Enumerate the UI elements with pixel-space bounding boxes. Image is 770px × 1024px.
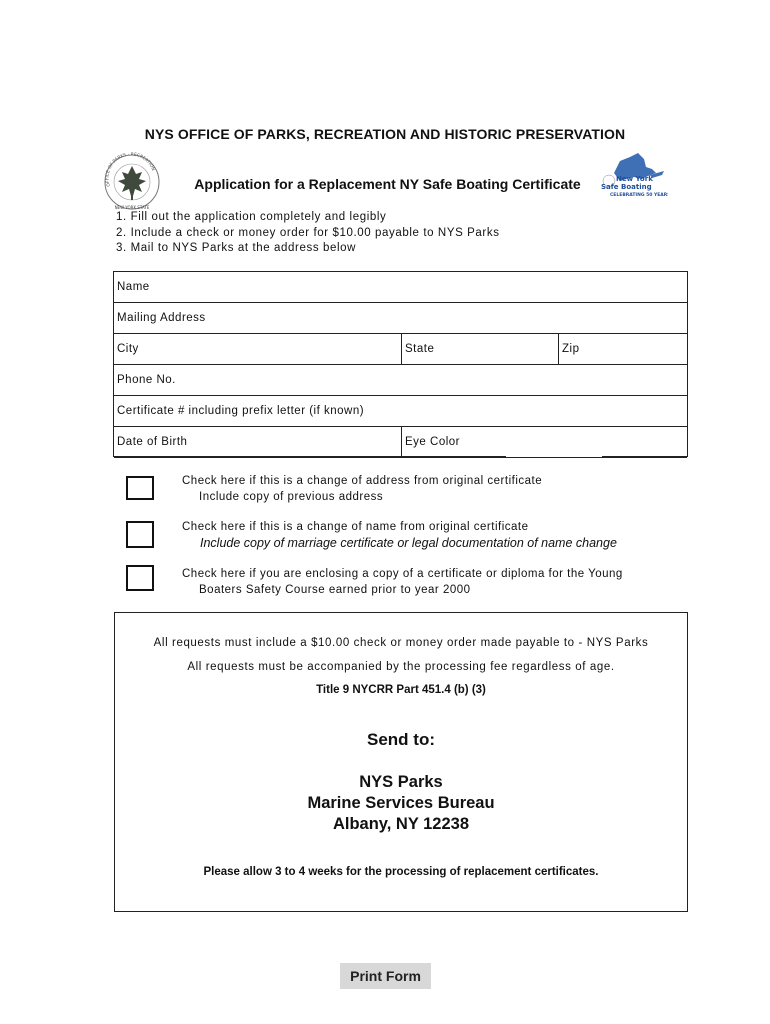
eye-color-label: Eye Color [405,436,460,448]
address-line-3: Albany, NY 12238 [332,815,470,833]
logo-line1: New York [616,175,653,183]
application-form-grid [113,271,688,457]
send-to-heading: Send to: [367,730,435,749]
name-change-checkbox[interactable] [126,521,154,548]
young-boaters-line2: Boaters Safety Course earned prior to year 2000 [199,583,471,596]
print-form-button[interactable]: Print Form [340,963,431,989]
instructions [116,210,500,257]
address-change-line1: Check here if this is a change of address from original certificate [182,475,543,487]
fee-regardless-age: All requests must be accompanied by the processing fee regardless of age. [187,661,615,673]
certificate-row[interactable] [114,396,687,427]
seal-text: OFFICE OF PARKS · RECREATION [105,152,156,187]
name-row[interactable] [114,272,687,303]
certificate-label: Certificate # including prefix letter (if known) [117,405,365,417]
address-line-1: NYS Parks [359,773,443,791]
phone-row[interactable] [114,365,687,396]
state-label: State [405,343,435,355]
zip-label: Zip [562,343,580,355]
seal-bottom-text: NEW YORK STATE [114,205,150,210]
mailing-address-label: Mailing Address [117,312,206,324]
name-change-line2: Include copy of marriage certificate or legal documentation of name change [200,535,617,550]
logo-line2: Safe Boating [601,183,652,191]
ny-safe-boating-logo [600,151,668,199]
name-change-line1: Check here if this is a change of name from original certificate [182,521,529,533]
instruction-2: 2. Include a check or money order for $10.00 payable to NYS Parks [116,226,500,239]
address-change-text [182,474,542,505]
city-field[interactable] [114,334,401,364]
name-label: Name [117,281,150,293]
address-change-checkbox[interactable] [126,476,154,500]
state-field[interactable] [401,334,558,364]
processing-note: Please allow 3 to 4 weeks for the processing of replacement certificates. [203,866,599,878]
young-boaters-line1: Check here if you are enclosing a copy of a certificate or diploma for the Young [182,568,623,580]
scan-gap [506,428,602,457]
instruction-1: 1. Fill out the application completely and legibly [116,211,387,223]
city-state-zip-row [114,334,687,365]
address-line-2: Marine Services Bureau [307,794,495,812]
young-boaters-checkbox[interactable] [126,565,154,591]
regulation-reference: Title 9 NYCRR Part 451.4 (b) (3) [316,684,486,696]
mailing-info-box [114,612,688,912]
young-boaters-text [182,567,623,598]
address-change-line2: Include copy of previous address [199,490,384,503]
fee-requirement: All requests must include a $10.00 check or money order made payable to - NYS Parks [153,637,649,649]
name-change-text [182,520,617,551]
city-label: City [117,343,139,355]
mailing-address-row[interactable] [114,303,687,334]
org-title: NYS OFFICE OF PARKS, RECREATION AND HISTORIC PRESERVATION [144,126,626,142]
dob-field[interactable] [114,427,401,457]
zip-field[interactable] [558,334,687,364]
form-title: Application for a Replacement NY Safe Boating Certificate [194,176,581,192]
phone-label: Phone No. [117,374,176,386]
instruction-3: 3. Mail to NYS Parks at the address below [116,242,357,254]
logo-line3: CELEBRATING 50 YEARS [610,193,668,198]
dob-label: Date of Birth [117,436,188,448]
